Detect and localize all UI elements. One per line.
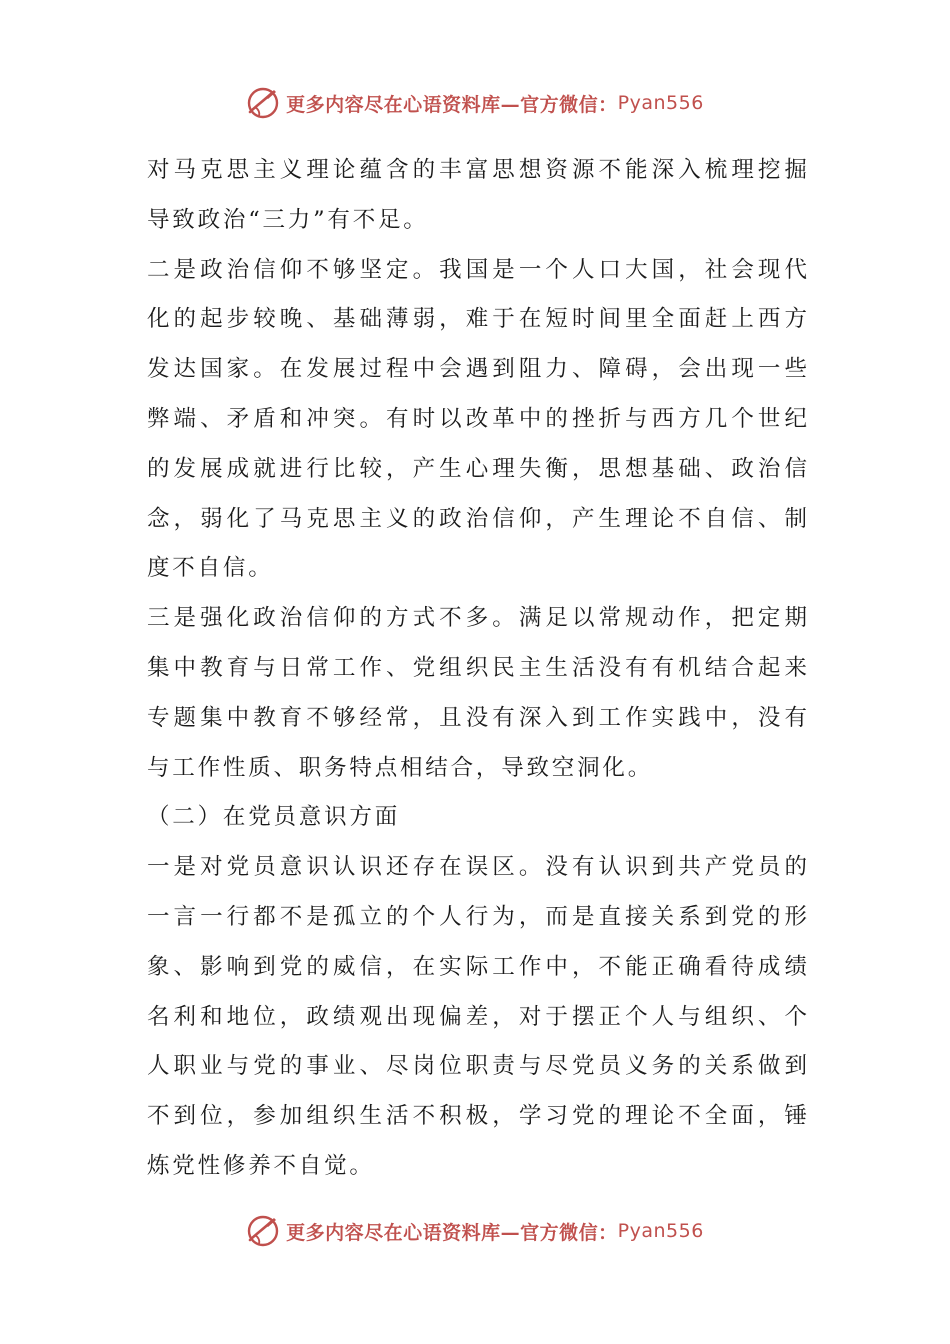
body-line: 二是政治信仰不够坚定。我国是一个人口大国，社会现代 xyxy=(147,256,807,283)
footer-wechat-id: Pyan556 xyxy=(617,1220,704,1242)
body-line: 对马克思主义理论蕴含的丰富思想资源不能深入梳理挖掘 xyxy=(147,157,807,183)
body-line: 名利和地位，政绩观出现偏差，对于摆正个人与组织、个 xyxy=(147,1003,807,1030)
body-line: 一是对党员意识认识还存在误区。没有认识到共产党员的 xyxy=(147,854,807,881)
body-line: 的发展成就进行比较，产生心理失衡，思想基础、政治信 xyxy=(147,455,807,482)
body-line: 导致政治“三力”有不足。 xyxy=(147,206,429,233)
header-wechat-id: Pyan556 xyxy=(617,92,704,114)
document-body xyxy=(147,146,807,1192)
header-site-text: 更多内容尽在心语资料库—官方微信： xyxy=(286,93,618,116)
body-line: 弊端、矛盾和冲突。有时以改革中的挫折与西方几个世纪 xyxy=(147,405,807,432)
body-line: 象、影响到党的威信，在实际工作中，不能正确看待成绩 xyxy=(147,953,807,980)
body-line: 一言一行都不是孤立的个人行为，而是直接关系到党的形 xyxy=(147,903,807,930)
body-line: 集中教育与日常工作、党组织民主生活没有有机结合起来 xyxy=(147,654,807,681)
body-line: 炼党性修养不自觉。 xyxy=(147,1152,375,1179)
footer-site-text: 更多内容尽在心语资料库—官方微信： xyxy=(286,1221,618,1244)
footer-banner xyxy=(0,1213,950,1249)
pen-circle-logo-icon xyxy=(246,1214,280,1248)
body-line: 度不自信。 xyxy=(147,555,274,582)
body-line: 发达国家。在发展过程中会遇到阻力、障碍，会出现一些 xyxy=(147,356,807,383)
body-line: 人职业与党的事业、尽岗位职责与尽党员义务的关系做到 xyxy=(147,1053,807,1080)
header-banner xyxy=(0,85,950,121)
body-line: 不到位，参加组织生活不积极，学习党的理论不全面，锤 xyxy=(147,1103,807,1130)
body-line: 化的起步较晚、基础薄弱，难于在短时间里全面赶上西方 xyxy=(147,306,807,333)
body-line: 专题集中教育不够经常，且没有深入到工作实践中，没有 xyxy=(147,704,807,731)
section-heading: （二）在党员意识方面 xyxy=(147,804,401,831)
body-line: 与工作性质、职务特点相结合，导致空洞化。 xyxy=(147,754,654,781)
body-line: 三是强化政治信仰的方式不多。满足以常规动作，把定期 xyxy=(147,605,807,632)
body-line: 念，弱化了马克思主义的政治信仰，产生理论不自信、制 xyxy=(147,505,807,532)
pen-circle-logo-icon xyxy=(246,86,280,120)
